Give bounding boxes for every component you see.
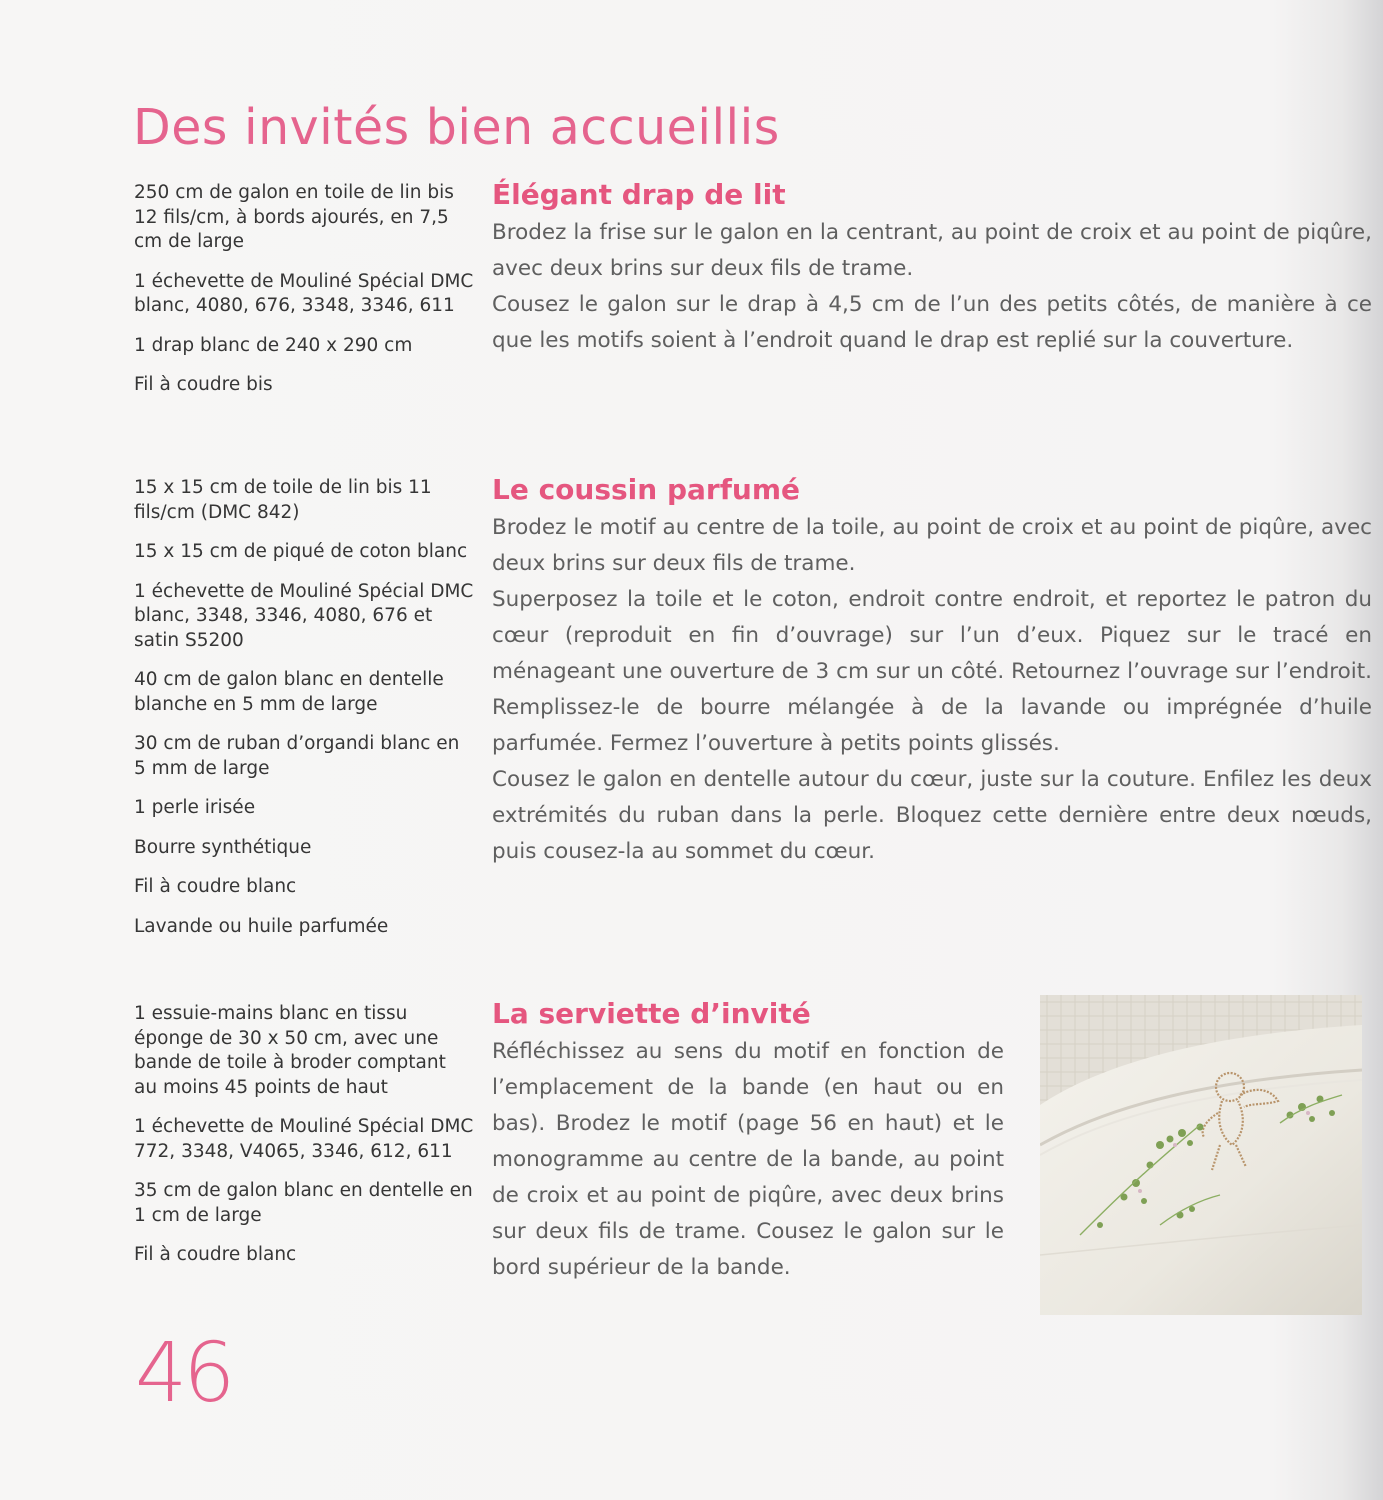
section-body	[492, 1034, 1004, 1286]
material-item: 15 x 15 cm de piqué de coton blanc	[134, 541, 468, 562]
material-item: 1 échevette de Mouliné Spécial DMC blanc, 3348, 3346, 4080, 676 et satin S5200	[134, 580, 474, 651]
paragraph: Cousez le galon en dentelle autour du cœur, juste sur la couture. Enfilez les deux extrémités du ruban dans la perle. Bloquez cette dernière entre deux nœuds, puis cousez-la au sommet du cœur.	[492, 767, 1372, 864]
paragraph: Cousez le galon sur le drap à 4,5 cm de l’un des petits côtés, de manière à ce que les motifs soient à l’endroit quand le drap est replié sur la couverture.	[492, 292, 1372, 353]
section-body	[492, 510, 1372, 870]
material-item: Fil à coudre blanc	[134, 1244, 297, 1265]
towel-embroidery-photo	[1040, 995, 1362, 1315]
material-item: 250 cm de galon en toile de lin bis 12 fils/cm, à bords ajourés, en 7,5 cm de large	[134, 182, 454, 252]
section-serviette	[492, 997, 1004, 1286]
paragraph: Brodez le motif au centre de la toile, au point de croix et au point de piqûre, avec deux brins sur deux fils de trame.	[492, 515, 1372, 576]
material-item: 40 cm de galon blanc en dentelle blanche en 5 mm de large	[134, 669, 444, 715]
paragraph: Superposez la toile et le coton, endroit contre endroit, et reportez le patron du cœur (reproduit en fin d’ouvrage) sur l’un d’eux. Piquez sur le tracé en ménageant une ouverture de 3 cm sur un côté. Retournez l’ouvrage sur l’endroit. Remplissez-le de bourre mélangée à de la lavande ou imprégnée d’huile parfumée. Fermez l’ouverture à petits points glissés.	[492, 587, 1372, 756]
section-heading: Le coussin parfumé	[492, 473, 800, 506]
section-body	[492, 215, 1372, 359]
material-item: 1 échevette de Mouliné Spécial DMC blanc, 4080, 676, 3348, 3346, 611	[134, 270, 474, 316]
material-item: Fil à coudre bis	[134, 374, 273, 395]
material-item: 1 perle irisée	[134, 797, 256, 818]
material-item: 30 cm de ruban d’organdi blanc en 5 mm de large	[134, 733, 460, 779]
section-drap	[492, 178, 1372, 359]
materials-list-coussin	[134, 476, 474, 954]
section-coussin	[492, 473, 1372, 870]
page-title: Des invités bien accueillis	[133, 98, 780, 156]
paragraph: Réfléchissez au sens du motif en fonction de l’emplacement de la bande (en haut ou en bas). Brodez le motif (page 56 en haut) et le monogramme au centre de la bande, au point de croix et au point de piqûre, avec deux brins sur deux fils de trame. Cousez le galon sur le bord supérieur de la bande.	[492, 1039, 1004, 1280]
section-heading: Élégant drap de lit	[492, 178, 786, 211]
material-item: 35 cm de galon blanc en dentelle en 1 cm de large	[134, 1180, 473, 1226]
material-item: 1 drap blanc de 240 x 290 cm	[134, 334, 413, 356]
section-heading: La serviette d’invité	[492, 997, 811, 1030]
material-item: Bourre synthétique	[134, 836, 312, 858]
materials-list-serviette	[134, 1002, 474, 1283]
material-item: 1 échevette de Mouliné Spécial DMC 772, 3348, V4065, 3346, 612, 611	[134, 1116, 474, 1162]
materials-list-drap	[134, 181, 474, 413]
page-number: 46	[135, 1326, 232, 1421]
paragraph: Brodez la frise sur le galon en la centrant, au point de croix et au point de piqûre, avec deux brins sur deux fils de trame.	[492, 220, 1372, 281]
material-item: Lavande ou huile parfumée	[134, 915, 389, 937]
material-item: Fil à coudre blanc	[134, 876, 297, 897]
material-item: 1 essuie-mains blanc en tissu éponge de 30 x 50 cm, avec une bande de toile à broder comptant au moins 45 points de haut	[134, 1003, 446, 1098]
material-item: 15 x 15 cm de toile de lin bis 11 fils/cm (DMC 842)	[134, 477, 432, 523]
